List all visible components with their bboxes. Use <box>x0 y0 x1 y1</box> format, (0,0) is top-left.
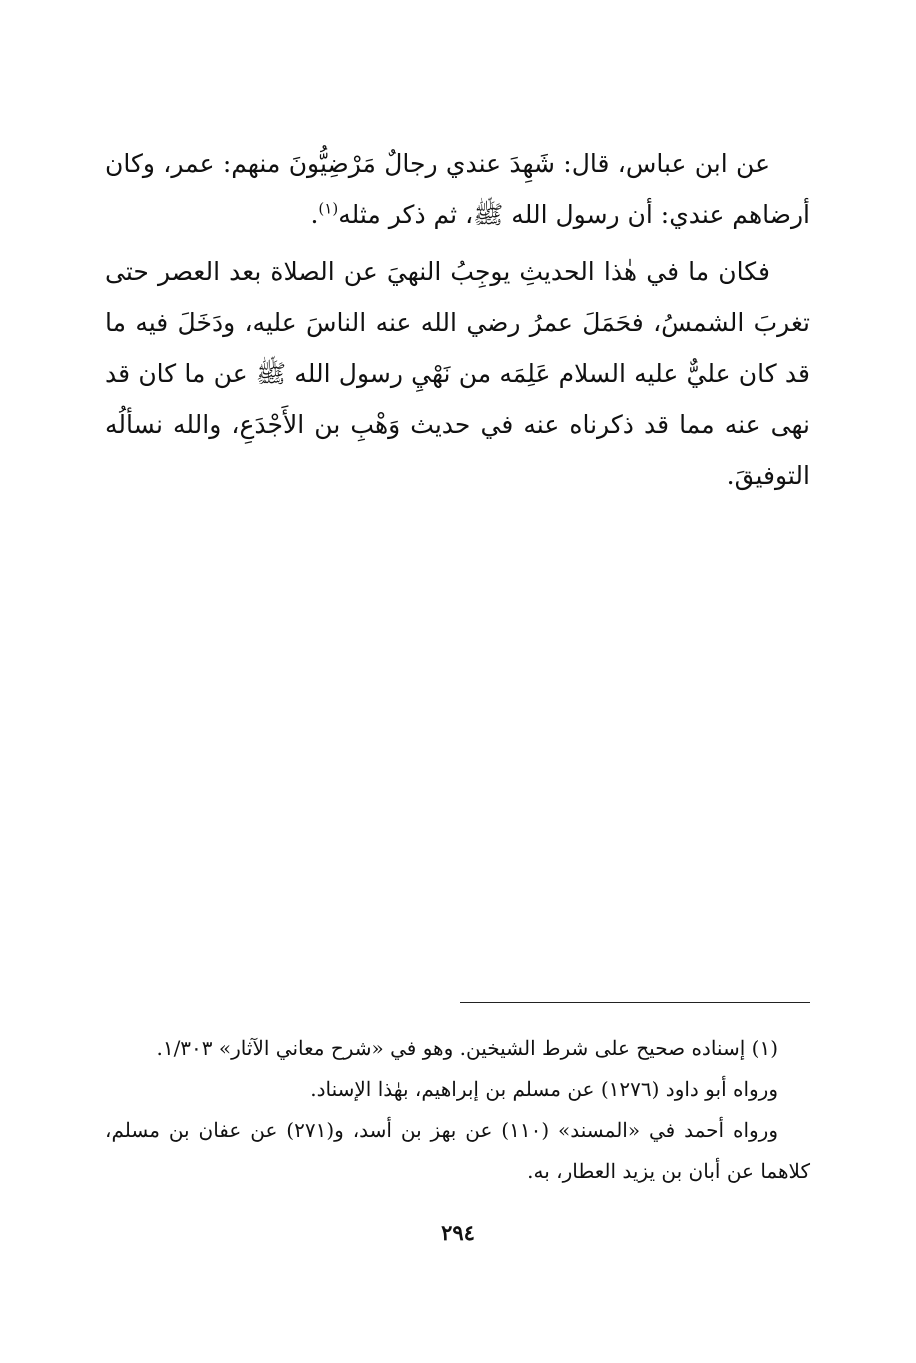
page-number: ٢٩٤ <box>441 1220 475 1245</box>
paragraph-1-text: عن ابن عباس، قال: شَهِدَ عندي رجالٌ مَرْضِيُّونَ منهم: عمر، وكان أرضاهم عندي: أن رسول الله ﷺ، ثم ذكر مثله <box>105 149 810 229</box>
footnote-line-2: ورواه أبو داود (١٢٧٦) عن مسلم بن إبراهيم، بهٰذا الإسناد. <box>310 1077 778 1101</box>
paragraph-2 <box>105 246 810 501</box>
footnotes <box>105 1028 810 1192</box>
paragraph-1-tail: . <box>310 200 319 229</box>
paragraph-2-text: فكان ما في هٰذا الحديثِ يوجِبُ النهيَ عن الصلاة بعد العصر حتى تغربَ الشمسُ، فحَمَلَ عمرُ رضي الله عنه الناسَ عليه، ودَخَلَ فيه ما قد كان عليٌّ عليه السلام عَلِمَه من نَهْيِ رسول الله ﷺ عن ما كان قد نهى عنه مما قد ذكرناه عنه في حديث وَهْبِ بن الأَجْدَعِ، والله نسألُه التوفيقَ. <box>105 257 810 490</box>
footnote-line-3: ورواه أحمد في «المسند» (١١٠) عن بهز بن أسد، و(٢٧١) عن عفان بن مسلم، كلاهما عن أبان بن يزيد العطار، به. <box>105 1118 810 1183</box>
main-text <box>105 138 810 501</box>
footnote-separator <box>460 1002 810 1003</box>
footnote-line-1: (١) إسناده صحيح على شرط الشيخين. وهو في «شرح معاني الآثار» ١/٣٠٣. <box>156 1036 778 1060</box>
paragraph-1 <box>105 138 810 240</box>
footnote-reference-1: (١) <box>318 199 339 218</box>
